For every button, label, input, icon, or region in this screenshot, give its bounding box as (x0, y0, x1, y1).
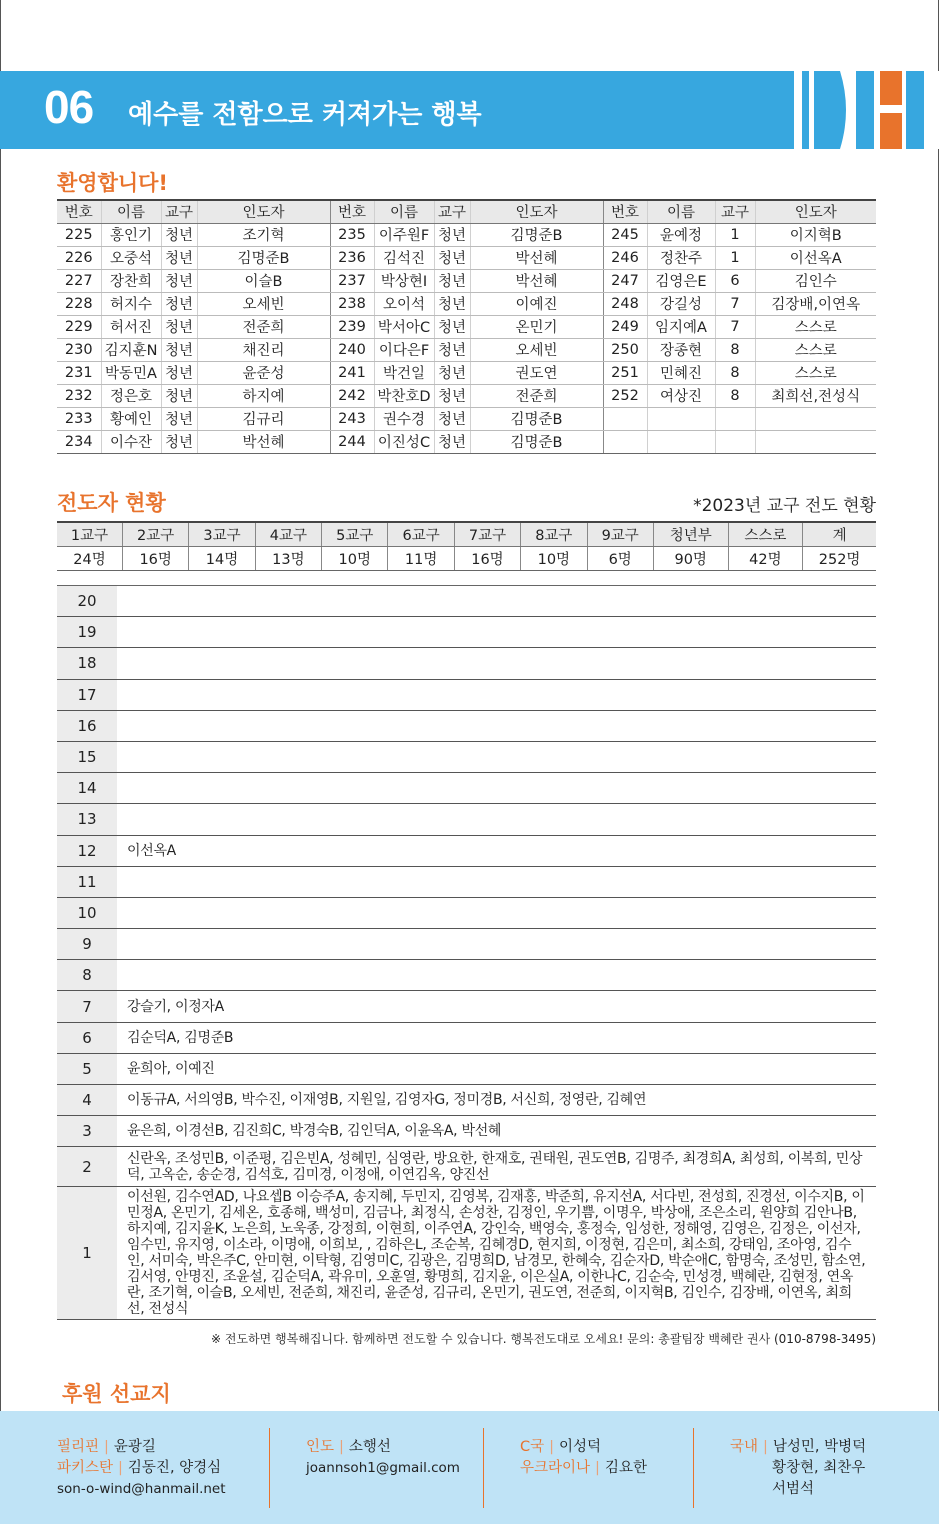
welcome-cell: 청년 (161, 292, 197, 315)
church-logo-icon (800, 71, 939, 149)
welcome-cell: 박선혜 (470, 269, 603, 292)
welcome-cell (755, 407, 876, 430)
welcome-cell: 242 (330, 384, 374, 407)
welcome-cell: 조기혁 (197, 223, 330, 246)
country-label: 파키스탄 (57, 1460, 114, 1476)
tally-count: 5 (57, 1054, 117, 1084)
tally-row (57, 1116, 876, 1147)
tally-names (117, 742, 876, 772)
tally-names (117, 773, 876, 803)
stats-col-header: 계 (803, 522, 876, 546)
stats-value-cell: 10명 (521, 546, 587, 570)
welcome-cell: 이예진 (470, 292, 603, 315)
country-label: 우크라이나 (520, 1460, 591, 1476)
tally-count: 13 (57, 804, 117, 834)
country-label: 인도 (306, 1439, 335, 1455)
missionary-name: 황창현, 최찬우 (772, 1460, 866, 1476)
welcome-cell: 245 (603, 223, 647, 246)
tally-row (57, 617, 876, 648)
welcome-cell: 이슬B (197, 269, 330, 292)
welcome-col-header: 인도자 (470, 200, 603, 223)
tally-row (57, 929, 876, 960)
tally-names: 이동규A, 서의영B, 박수진, 이재영B, 지원일, 김영자G, 정미경B, 서신희, 정영란, 김혜연 (127, 1092, 647, 1109)
evangelist-tally (57, 585, 876, 1320)
tally-count: 6 (57, 1023, 117, 1053)
stats-value-cell: 14명 (189, 546, 255, 570)
stats-value-cell: 42명 (728, 546, 803, 570)
welcome-cell: 박찬호D (374, 384, 434, 407)
welcome-cell: 청년 (161, 315, 197, 338)
welcome-col-header: 번호 (57, 200, 101, 223)
welcome-cell: 241 (330, 361, 374, 384)
welcome-cell: 윤예정 (647, 223, 715, 246)
tally-row (57, 711, 876, 742)
welcome-cell: 정찬주 (647, 246, 715, 269)
tally-count: 8 (57, 960, 117, 990)
stats-note: *2023년 교구 전도 현황 (693, 496, 876, 516)
welcome-cell: 청년 (161, 246, 197, 269)
tally-names (117, 960, 876, 990)
welcome-cell: 박건일 (374, 361, 434, 384)
tally-names (117, 867, 876, 897)
welcome-cell: 1 (715, 223, 755, 246)
welcome-cell: 236 (330, 246, 374, 269)
welcome-cell: 226 (57, 246, 101, 269)
missionary-email: son-o-wind@hanmail.net (57, 1481, 226, 1497)
welcome-row (57, 223, 876, 246)
stats-value-cell: 252명 (803, 546, 876, 570)
welcome-cell: 오세빈 (470, 338, 603, 361)
tally-count: 16 (57, 711, 117, 741)
welcome-cell: 김석진 (374, 246, 434, 269)
welcome-col-header: 번호 (603, 200, 647, 223)
missionary-col-1: 필리핀 | 윤광길 파키스탄 | 김동진, 양경심 son-o-wind@hanmail.net (57, 1437, 226, 1500)
stats-col-header: 2교구 (123, 522, 189, 546)
welcome-cell: 청년 (434, 269, 470, 292)
welcome-cell: 227 (57, 269, 101, 292)
welcome-cell: 247 (603, 269, 647, 292)
stats-value-row (57, 546, 876, 570)
missionary-col-2: 인도 | 소행선 joannsoh1@gmail.com (306, 1437, 460, 1479)
welcome-col-header: 교구 (434, 200, 470, 223)
welcome-cell: 강길성 (647, 292, 715, 315)
welcome-cell: 박선혜 (197, 430, 330, 453)
stats-value-cell: 6명 (587, 546, 653, 570)
welcome-row (57, 361, 876, 384)
welcome-cell: 240 (330, 338, 374, 361)
welcome-cell (603, 430, 647, 453)
tally-count: 20 (57, 586, 117, 616)
welcome-row (57, 246, 876, 269)
welcome-cell: 239 (330, 315, 374, 338)
welcome-cell: 김장배,이연옥 (755, 292, 876, 315)
welcome-cell: 청년 (434, 292, 470, 315)
welcome-cell: 청년 (434, 430, 470, 453)
tally-row (57, 867, 876, 898)
missionary-col-4: 국내 | 남성민, 박병덕 황창현, 최찬우 서범석 (730, 1437, 866, 1500)
stats-col-header: 9교구 (587, 522, 653, 546)
welcome-cell: 8 (715, 384, 755, 407)
welcome-title: 환영합니다! (57, 171, 169, 195)
welcome-col-header: 교구 (161, 200, 197, 223)
welcome-cell: 청년 (161, 384, 197, 407)
missionary-name: 김요한 (604, 1460, 647, 1476)
welcome-cell: 허서진 (101, 315, 161, 338)
column-divider (269, 1428, 270, 1508)
welcome-col-header: 인도자 (197, 200, 330, 223)
welcome-cell: 정은호 (101, 384, 161, 407)
stats-col-header: 5교구 (322, 522, 388, 546)
tally-row (57, 1023, 876, 1054)
welcome-cell: 청년 (161, 430, 197, 453)
column-divider (693, 1428, 694, 1508)
welcome-cell (715, 430, 755, 453)
welcome-cell: 6 (715, 269, 755, 292)
stats-value-cell: 90명 (653, 546, 728, 570)
tally-count: 15 (57, 742, 117, 772)
welcome-cell: 김명준B (470, 223, 603, 246)
welcome-cell: 김규리 (197, 407, 330, 430)
missionary-name: 남성민, 박병덕 (772, 1439, 867, 1455)
chapter-title: 예수를 전함으로 커져가는 행복 (128, 100, 482, 130)
welcome-cell: 스스로 (755, 315, 876, 338)
welcome-cell: 231 (57, 361, 101, 384)
tally-names (117, 929, 876, 959)
tally-names: 윤희아, 이예진 (127, 1060, 215, 1077)
welcome-cell: 홍인기 (101, 223, 161, 246)
welcome-cell: 청년 (161, 338, 197, 361)
welcome-cell: 이선옥A (755, 246, 876, 269)
tally-names (117, 648, 876, 678)
welcome-cell: 온민기 (470, 315, 603, 338)
welcome-cell: 233 (57, 407, 101, 430)
tally-row (57, 648, 876, 679)
welcome-cell: 244 (330, 430, 374, 453)
tally-names: 강슬기, 이정자A (127, 998, 224, 1015)
welcome-col-header: 교구 (715, 200, 755, 223)
welcome-cell: 청년 (161, 269, 197, 292)
tally-row (57, 960, 876, 991)
tally-count: 4 (57, 1085, 117, 1115)
country-label: 필리핀 (57, 1439, 100, 1455)
welcome-cell: 8 (715, 361, 755, 384)
welcome-header-row (57, 200, 876, 223)
tally-count: 17 (57, 680, 117, 710)
tally-count: 18 (57, 648, 117, 678)
welcome-cell: 1 (715, 246, 755, 269)
welcome-col-header: 번호 (330, 200, 374, 223)
country-label: C국 (520, 1439, 545, 1455)
column-divider (483, 1428, 484, 1508)
welcome-row (57, 338, 876, 361)
tally-count: 19 (57, 617, 117, 647)
tally-row (57, 804, 876, 835)
tally-names: 이선원, 김수연AD, 나요셉B 이승주A, 송지혜, 두민지, 김영복, 김재홍, 박준희, 유지선A, 서다빈, 전성희, 진경선, 이수지B, 이민정A, 온민기, 김세온, 호종해, 백성미, 김금나, 최정식, 손성찬, 김정인, 우기쁨, 이명우, 박상애, 조은소리, 원양희 김안나B, 하지예, 김지윤K, 노은희, 노욱종, 강정희, 이현희, 이주연A, 강인숙, 백영숙, 홍정숙, 임성한, 정해영, 김영은, 김정은, 이선자, 임수민, 유지영, 이소라, 이명애, 이희보, , 김하은L, 조순복, 김혜경D, 현지희, 이정현, 김은미, 최소희, 강태임, 조아영, 김수인, 서미숙, 박은주C, 안미현, 이탁형, 김영미C, 김광은, 김명희D, 남경모, 한혜숙, 김순자D, 박순애C, 함명숙, 조성민, 함소연, 김서영, 안명진, 조윤설, 김순덕A, 곽유미, 오훈열, 황명희, 김지윤, 이은실A, 이한나C, 김순숙, 민성경, 백혜란, 김현정, 연옥란, 조기혁, 이슬B, 오세빈, 전준희, 채진리, 윤준성, 김규리, 온민기, 권도연, 전준희, 이지혁B, 김인수, 김장배, 이연옥, 최희선, 전성식 (127, 1189, 866, 1318)
welcome-cell: 이지혁B (755, 223, 876, 246)
welcome-cell: 하지예 (197, 384, 330, 407)
welcome-cell: 249 (603, 315, 647, 338)
welcome-row (57, 430, 876, 453)
welcome-cell: 230 (57, 338, 101, 361)
welcome-cell: 박선혜 (470, 246, 603, 269)
welcome-cell: 오이석 (374, 292, 434, 315)
welcome-cell: 김명준B (197, 246, 330, 269)
welcome-cell: 8 (715, 338, 755, 361)
tally-names (117, 680, 876, 710)
welcome-cell: 7 (715, 315, 755, 338)
welcome-row (57, 384, 876, 407)
welcome-cell: 여상진 (647, 384, 715, 407)
tally-names (117, 804, 876, 834)
welcome-cell: 권수경 (374, 407, 434, 430)
welcome-cell: 전준희 (470, 384, 603, 407)
welcome-row (57, 315, 876, 338)
welcome-cell: 234 (57, 430, 101, 453)
stats-value-cell: 10명 (322, 546, 388, 570)
welcome-cell: 전준희 (197, 315, 330, 338)
welcome-cell: 251 (603, 361, 647, 384)
welcome-cell (715, 407, 755, 430)
welcome-cell: 청년 (434, 246, 470, 269)
stats-value-cell: 24명 (57, 546, 123, 570)
tally-count: 7 (57, 991, 117, 1021)
welcome-row (57, 292, 876, 315)
tally-count: 2 (57, 1147, 117, 1186)
tally-row (57, 1187, 876, 1320)
tally-row (57, 991, 876, 1022)
welcome-cell: 스스로 (755, 361, 876, 384)
tally-row (57, 742, 876, 773)
welcome-cell: 청년 (161, 223, 197, 246)
missionary-name: 서범석 (772, 1481, 815, 1497)
tally-names: 김순덕A, 김명준B (127, 1029, 234, 1046)
welcome-cell: 김지훈N (101, 338, 161, 361)
tally-count: 12 (57, 836, 117, 866)
welcome-cell: 청년 (434, 407, 470, 430)
welcome-cell: 황예인 (101, 407, 161, 430)
welcome-cell: 238 (330, 292, 374, 315)
welcome-cell: 232 (57, 384, 101, 407)
welcome-col-header: 이름 (101, 200, 161, 223)
welcome-cell: 225 (57, 223, 101, 246)
tally-row (57, 898, 876, 929)
tally-row (57, 836, 876, 867)
welcome-cell: 민혜진 (647, 361, 715, 384)
tally-row (57, 1085, 876, 1116)
welcome-cell: 청년 (434, 384, 470, 407)
footer-note: ※ 전도하면 행복해집니다. 함께하면 전도할 수 있습니다. 행복전도대로 오세요! 문의: 총괄팀장 백혜란 권사 (010-8798-3495) (211, 1332, 876, 1346)
stats-col-header: 스스로 (728, 522, 803, 546)
welcome-table (57, 199, 876, 454)
chapter-number: 06 (44, 81, 94, 133)
welcome-cell: 스스로 (755, 338, 876, 361)
welcome-cell: 229 (57, 315, 101, 338)
welcome-cell: 이주원F (374, 223, 434, 246)
stats-col-header: 청년부 (653, 522, 728, 546)
stats-value-cell: 11명 (388, 546, 454, 570)
missionaries-title: 후원 선교지 (62, 1382, 171, 1406)
tally-count: 14 (57, 773, 117, 803)
welcome-cell: 장찬희 (101, 269, 161, 292)
tally-names: 윤은희, 이경선B, 김진희C, 박경숙B, 김인덕A, 이윤옥A, 박선혜 (127, 1123, 502, 1140)
stats-col-header: 4교구 (255, 522, 321, 546)
welcome-cell: 임지예A (647, 315, 715, 338)
tally-names (117, 586, 876, 616)
tally-row (57, 680, 876, 711)
welcome-cell: 김명준B (470, 430, 603, 453)
stats-col-header: 3교구 (189, 522, 255, 546)
tally-names (117, 898, 876, 928)
welcome-cell: 청년 (161, 407, 197, 430)
welcome-cell: 237 (330, 269, 374, 292)
welcome-cell: 권도연 (470, 361, 603, 384)
welcome-cell: 박서아C (374, 315, 434, 338)
welcome-cell: 김명준B (470, 407, 603, 430)
welcome-cell: 228 (57, 292, 101, 315)
missionary-name: 이성덕 (559, 1439, 602, 1455)
welcome-cell: 청년 (161, 361, 197, 384)
stats-col-header: 8교구 (521, 522, 587, 546)
welcome-cell: 오중석 (101, 246, 161, 269)
welcome-cell: 248 (603, 292, 647, 315)
tally-row (57, 1147, 876, 1187)
missionary-email: joannsoh1@gmail.com (306, 1460, 460, 1476)
welcome-cell: 최희선,전성식 (755, 384, 876, 407)
tally-count: 10 (57, 898, 117, 928)
stats-value-cell: 13명 (255, 546, 321, 570)
welcome-cell: 장종현 (647, 338, 715, 361)
stats-value-cell: 16명 (454, 546, 520, 570)
welcome-col-header: 인도자 (755, 200, 876, 223)
welcome-cell (647, 407, 715, 430)
welcome-cell: 이진성C (374, 430, 434, 453)
welcome-cell: 250 (603, 338, 647, 361)
welcome-cell: 청년 (434, 338, 470, 361)
welcome-row (57, 407, 876, 430)
welcome-cell: 박동민A (101, 361, 161, 384)
missionary-col-3: C국 | 이성덕 우크라이나 | 김요한 (520, 1439, 647, 1476)
stats-col-header: 7교구 (454, 522, 520, 546)
welcome-col-header: 이름 (374, 200, 434, 223)
welcome-cell: 235 (330, 223, 374, 246)
welcome-row (57, 269, 876, 292)
welcome-cell (755, 430, 876, 453)
tally-count: 3 (57, 1116, 117, 1146)
welcome-cell: 246 (603, 246, 647, 269)
tally-count: 1 (57, 1187, 117, 1319)
missionary-name: 윤광길 (113, 1439, 156, 1455)
welcome-cell: 252 (603, 384, 647, 407)
stats-col-header: 1교구 (57, 522, 123, 546)
welcome-cell: 김인수 (755, 269, 876, 292)
welcome-cell (603, 407, 647, 430)
tally-names (117, 711, 876, 741)
tally-names: 신란옥, 조성민B, 이준평, 김은빈A, 성혜민, 심영란, 방요한, 한재호, 권태원, 권도연B, 김명주, 최경희A, 최성희, 이복희, 민상덕, 고옥순, 송순경, 김석호, 김미경, 이정애, 이연김옥, 양진선 (127, 1150, 863, 1183)
welcome-cell: 243 (330, 407, 374, 430)
welcome-cell: 박상현I (374, 269, 434, 292)
welcome-cell: 윤준성 (197, 361, 330, 384)
tally-names (117, 617, 876, 647)
stats-value-cell: 16명 (123, 546, 189, 570)
tally-count: 9 (57, 929, 117, 959)
missionary-name: 소행선 (348, 1439, 391, 1455)
missionary-name: 김동진, 양경심 (127, 1460, 222, 1476)
welcome-cell: 7 (715, 292, 755, 315)
tally-row (57, 586, 876, 617)
welcome-cell: 허지수 (101, 292, 161, 315)
evangelists-title: 전도자 현황 (57, 491, 166, 515)
welcome-cell: 오세빈 (197, 292, 330, 315)
welcome-cell: 이수잔 (101, 430, 161, 453)
parish-stats-table (57, 521, 876, 571)
welcome-cell: 청년 (434, 315, 470, 338)
welcome-cell: 이다은F (374, 338, 434, 361)
country-label: 국내 (730, 1439, 759, 1455)
stats-col-header: 6교구 (388, 522, 454, 546)
tally-row (57, 1054, 876, 1085)
welcome-cell: 청년 (434, 361, 470, 384)
tally-names: 이선옥A (127, 842, 176, 859)
welcome-col-header: 이름 (647, 200, 715, 223)
tally-row (57, 773, 876, 804)
welcome-cell: 김영은E (647, 269, 715, 292)
tally-count: 11 (57, 867, 117, 897)
stats-header-row (57, 522, 876, 546)
welcome-cell: 채진리 (197, 338, 330, 361)
welcome-cell (647, 430, 715, 453)
welcome-cell: 청년 (434, 223, 470, 246)
